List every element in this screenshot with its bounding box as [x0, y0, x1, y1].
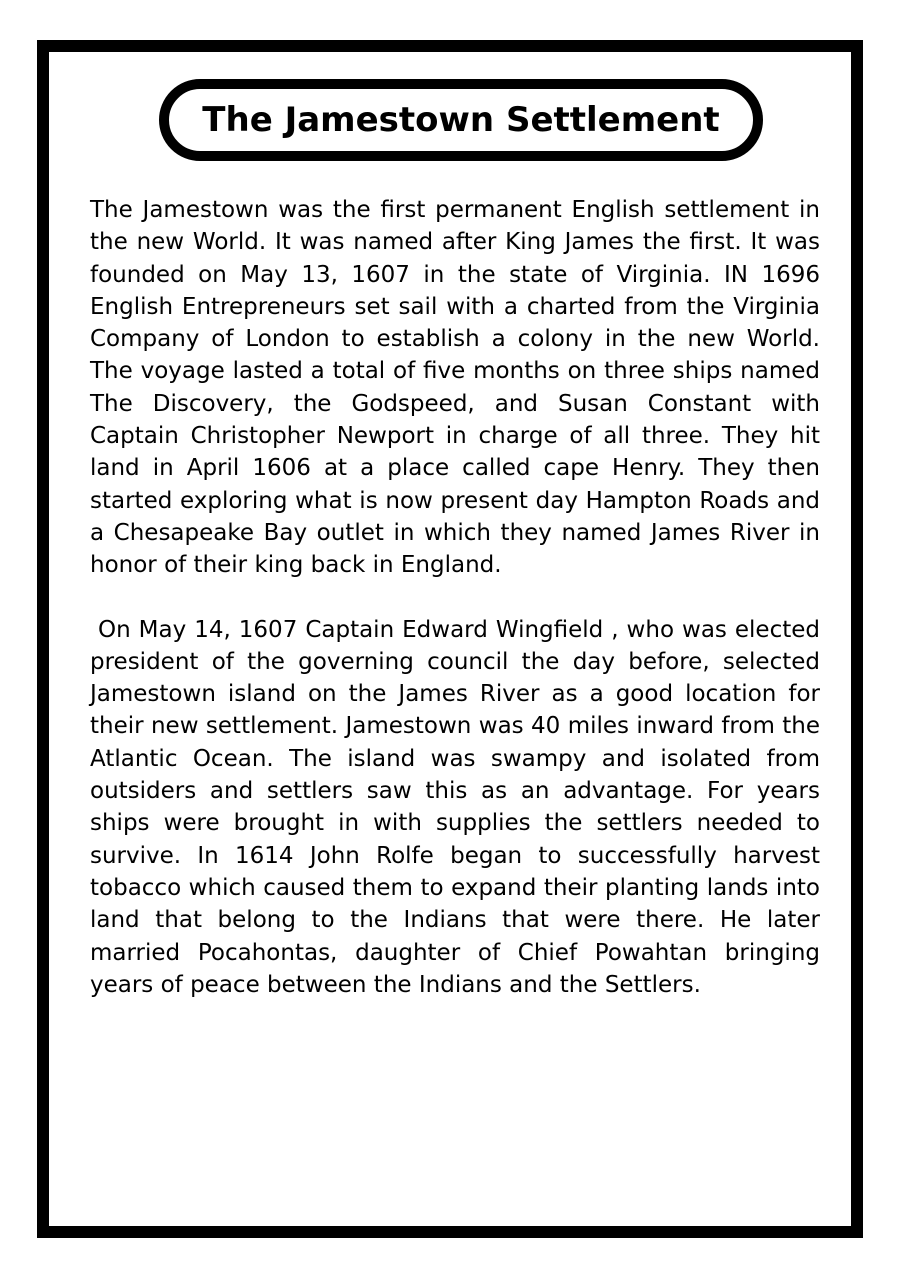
page-border-frame	[37, 40, 863, 1238]
title-banner	[159, 79, 763, 161]
paragraph-1: The Jamestown was the first permanent English settlement in the new World. It was named after King James the first. It was founded on May 13, 1607 in the state of Virginia. IN 1696 English Entrepreneurs set sail with a charted from the Virginia Company of London to establish a colony in the new World. The voyage lasted a total of five months on three ships named The Discovery, the Godspeed, and Susan Constant with Captain Christopher Newport in charge of all three. They hit land in April 1606 at a place called cape Henry. They then started exploring what is now present day Hampton Roads and a Chesapeake Bay outlet in which they named James River in honor of their king back in England.	[90, 197, 828, 579]
article-body	[90, 194, 828, 1001]
page-title: The Jamestown Settlement	[202, 100, 720, 140]
paragraph-2: On May 14, 1607 Captain Edward Wingfield , who was elected president of the governing council the day before, selected Jamestown island on the James River as a good location for their new settlement. Jamestown was 40 miles inward from the Atlantic Ocean. The island was swampy and isolated from outsiders and settlers saw this as an advantage. For years ships were brought in with supplies the settlers needed to survive. In 1614 John Rolfe began to successfully harvest tobacco which caused them to expand their planting lands into land that belong to the Indians that were there. He later married Pocahontas, daughter of Chief Powahtan bringing years of peace between the Indians and the Settlers.	[90, 616, 828, 998]
